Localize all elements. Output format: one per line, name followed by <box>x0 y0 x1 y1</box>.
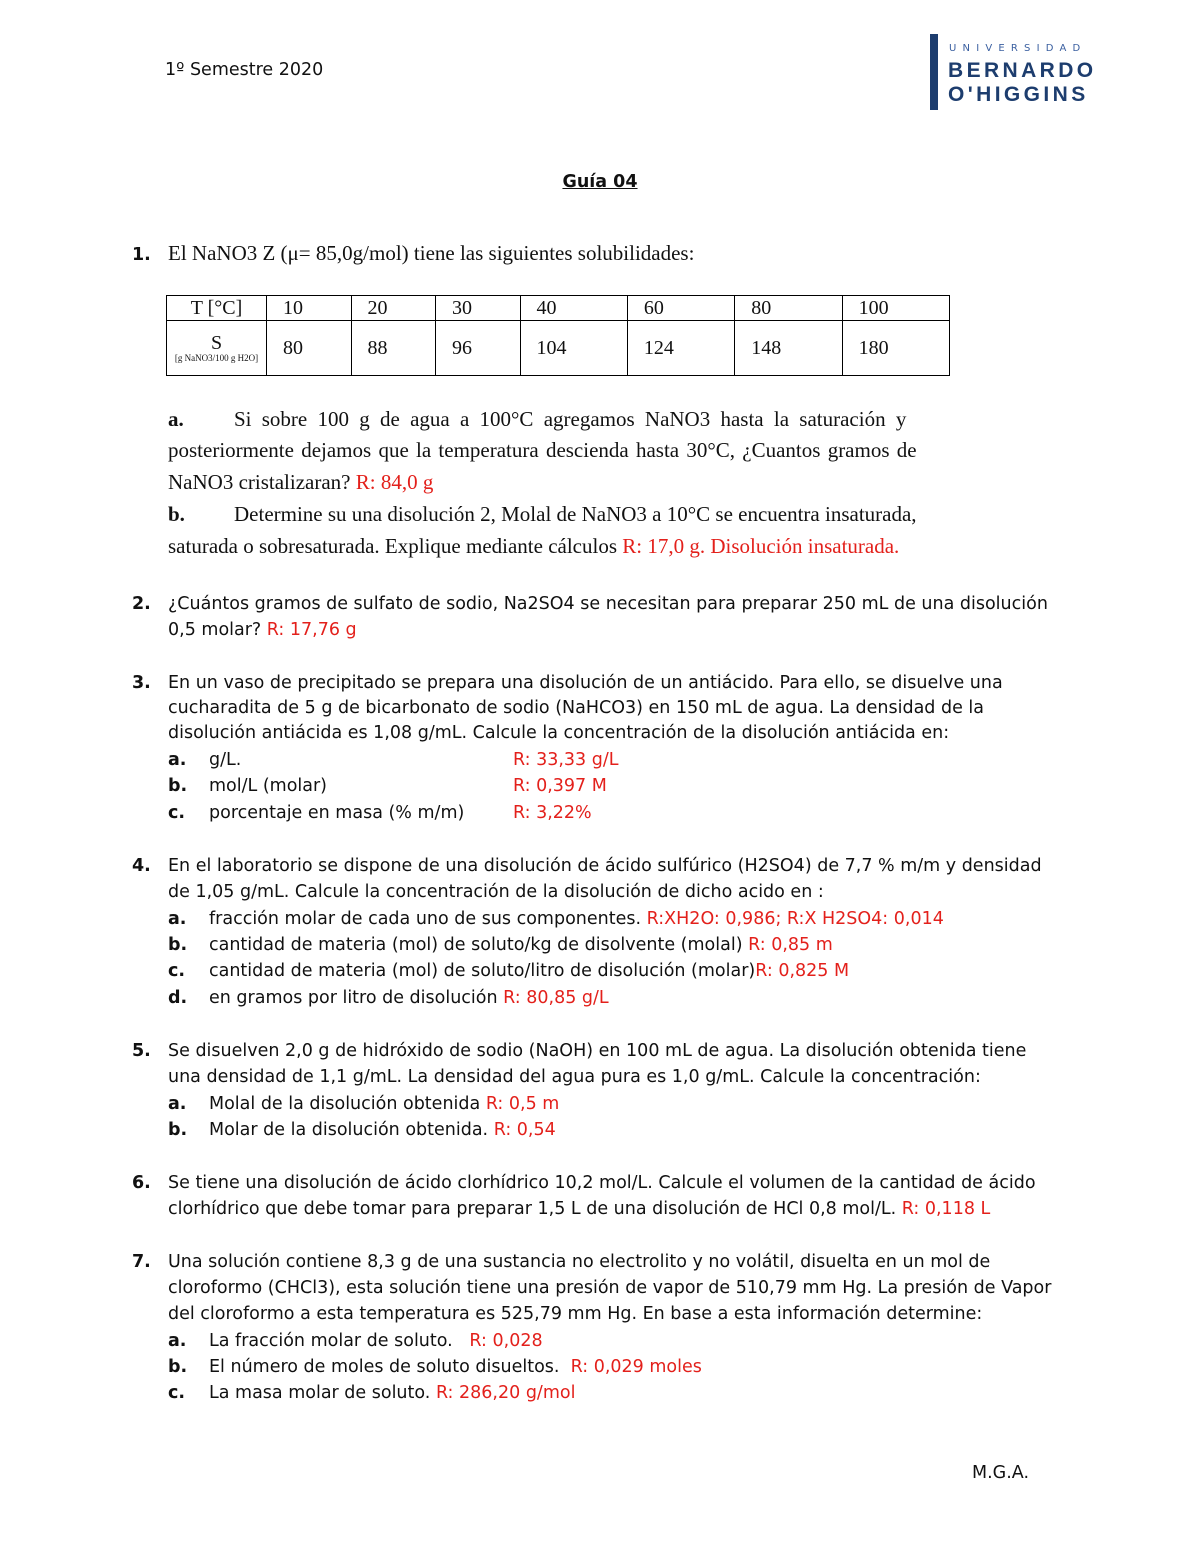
q6-text: clorhídrico que debe tomar para preparar 1,5 L de una disolución de HCl 0,8 mol/L. <box>168 1199 897 1219</box>
sub-label: b. <box>168 935 188 955</box>
sub-text: La fracción molar de soluto. <box>209 1331 453 1351</box>
question-text: Se disuelven 2,0 g de hidróxido de sodio (NaOH) en 100 mL de agua. La disolución obtenida tiene <box>168 1041 1027 1061</box>
answer: R: 0,028 <box>469 1331 543 1351</box>
question-number: 5. <box>132 1041 151 1061</box>
sub-text: cantidad de materia (mol) de soluto/litro de disolución (molar) <box>209 961 756 981</box>
sub-item <box>209 1331 543 1351</box>
answer: R: 0,397 M <box>513 776 607 796</box>
answer: R: 17,0 g. Disolución insaturada. <box>622 534 900 558</box>
question-number: 2. <box>132 594 151 614</box>
q1b-text: saturada o sobresaturada. Explique mediante cálculos <box>168 534 617 558</box>
sub-item <box>209 909 944 929</box>
semester-label: 1º Semestre 2020 <box>165 60 324 80</box>
logo-line1: UNIVERSIDAD <box>949 43 1087 54</box>
logo-line3: O'HIGGINS <box>948 83 1089 106</box>
sub-text: cantidad de materia (mol) de soluto/kg de disolvente (molal) <box>209 935 743 955</box>
table-cell: 96 <box>436 321 521 376</box>
sub-label: a. <box>168 750 187 770</box>
logo-line2: BERNARDO <box>948 59 1097 82</box>
question-text: En un vaso de precipitado se prepara una disolución de un antiácido. Para ello, se disuelve una <box>168 673 1003 693</box>
table-cell: 88 <box>351 321 436 376</box>
sub-text: El número de moles de soluto disueltos. <box>209 1357 560 1377</box>
sub-text: g/L. <box>209 750 242 770</box>
table-cell: 40 <box>520 296 627 321</box>
table-cell: 80 <box>735 296 842 321</box>
question-text <box>168 620 1034 640</box>
sub-label: c. <box>168 961 186 981</box>
answer: R: 0,029 moles <box>570 1357 702 1377</box>
question-number: 3. <box>132 673 151 693</box>
sub-text: porcentaje en masa (% m/m) <box>209 803 465 823</box>
table-row <box>167 296 950 321</box>
sub-text: fracción molar de cada uno de sus componentes. <box>209 909 642 929</box>
table-cell: 30 <box>436 296 521 321</box>
sub-label: b. <box>168 776 188 796</box>
q1a-line3 <box>168 470 1034 495</box>
sub-item <box>209 1120 556 1140</box>
table-header-solubility <box>167 321 267 376</box>
question-number: 6. <box>132 1173 151 1193</box>
sub-item <box>209 988 609 1008</box>
page-title: Guía 04 <box>562 172 638 192</box>
logo-bar <box>930 34 938 110</box>
question-number: 7. <box>132 1252 151 1272</box>
sub-label: b. <box>168 502 185 526</box>
question-text: Se tiene una disolución de ácido clorhídrico 10,2 mol/L. Calcule el volumen de la cantidad de ácido <box>168 1173 1036 1193</box>
sub-text: mol/L (molar) <box>209 776 328 796</box>
question-text: del cloroformo a esta temperatura es 525,79 mm Hg. En base a esta información determine: <box>168 1304 983 1324</box>
sub-item <box>209 935 833 955</box>
question-text <box>168 1199 1034 1219</box>
sub-item <box>209 1383 575 1403</box>
sub-label: a. <box>168 1094 187 1114</box>
sub-label: a. <box>168 1331 187 1351</box>
question-text: cucharadita de 5 g de bicarbonato de sodio (NaHCO3) en 150 mL de agua. La densidad de la <box>168 698 984 718</box>
answer: R: 286,20 g/mol <box>435 1383 576 1403</box>
table-row <box>167 321 950 376</box>
sub-text: Molar de la disolución obtenida. <box>209 1120 489 1140</box>
solubility-symbol: S <box>210 332 223 354</box>
q1a-line1: Si sobre 100 g de agua a 100°C agregamos NaNO3 hasta la saturación y <box>234 407 907 431</box>
table-cell: 10 <box>267 296 352 321</box>
solubility-table <box>166 295 950 376</box>
table-cell: 148 <box>735 321 842 376</box>
answer: R: 17,76 g <box>266 620 357 640</box>
answer: R: 0,5 m <box>485 1094 560 1114</box>
sub-label: b. <box>168 1357 188 1377</box>
question-text: de 1,05 g/mL. Calcule la concentración de la disolución de dicho acido en : <box>168 882 824 902</box>
table-cell: 60 <box>627 296 734 321</box>
sub-label: c. <box>168 1383 186 1403</box>
answer: R: 3,22% <box>513 803 592 823</box>
answer: R:XH2O: 0,986; R:X H2SO4: 0,014 <box>646 909 944 929</box>
question-text: una densidad de 1,1 g/mL. La densidad del agua pura es 1,0 g/mL. Calcule la concentración: <box>168 1067 981 1087</box>
solubility-unit: [g NaNO3/100 g H2O] <box>174 353 259 363</box>
table-cell: 80 <box>267 321 352 376</box>
sub-label: c. <box>168 803 186 823</box>
table-cell: 180 <box>842 321 949 376</box>
question-text: disolución antiácida es 1,08 g/mL. Calcule la concentración de la disolución antiácida en: <box>168 723 950 743</box>
sub-text: La masa molar de soluto. <box>209 1383 431 1403</box>
q1b-line1: Determine su una disolución 2, Molal de NaNO3 a 10°C se encuentra insaturada, <box>234 502 917 526</box>
question-text: El NaNO3 Z (μ= 85,0g/mol) tiene las siguientes solubilidades: <box>168 241 695 265</box>
answer: R: 84,0 g <box>355 470 434 494</box>
table-cell: 104 <box>520 321 627 376</box>
sub-text: Molal de la disolución obtenida <box>209 1094 481 1114</box>
question-number: 1. <box>132 245 151 265</box>
sub-label: a. <box>168 909 187 929</box>
table-header-temp: T [°C] <box>167 296 267 321</box>
sub-label: a. <box>168 407 184 431</box>
sub-item <box>209 961 849 981</box>
answer: R: 0,85 m <box>748 935 833 955</box>
question-text: ¿Cuántos gramos de sulfato de sodio, Na2SO4 se necesitan para preparar 250 mL de una disolución <box>168 594 1048 614</box>
sub-label: b. <box>168 1120 188 1140</box>
table-cell: 20 <box>351 296 436 321</box>
footer-initials: M.G.A. <box>972 1463 1030 1483</box>
table-cell: 124 <box>627 321 734 376</box>
question-number: 4. <box>132 856 151 876</box>
answer: R: 0,54 <box>493 1120 556 1140</box>
answer: R: 80,85 g/L <box>503 988 609 1008</box>
answer: R: 33,33 g/L <box>513 750 619 770</box>
q1b-line2 <box>168 534 1034 559</box>
q1a-text: NaNO3 cristalizaran? <box>168 470 351 494</box>
sub-item <box>209 1357 702 1377</box>
answer: R: 0,825 M <box>755 961 850 981</box>
university-logo <box>930 32 1100 112</box>
q2-text: 0,5 molar? <box>168 620 262 640</box>
answer: R: 0,118 L <box>901 1199 991 1219</box>
q1a-line2: posteriormente dejamos que la temperatura descienda hasta 30°C, ¿Cuantos gramos de <box>168 438 917 462</box>
question-text: cloroformo (CHCl3), esta solución tiene una presión de vapor de 510,79 mm Hg. La presión de Vapor <box>168 1278 1052 1298</box>
table-cell: 100 <box>842 296 949 321</box>
sub-label: d. <box>168 988 188 1008</box>
sub-item <box>209 1094 559 1114</box>
question-text: En el laboratorio se dispone de una disolución de ácido sulfúrico (H2SO4) de 7,7 % m/m y densidad <box>168 856 1042 876</box>
sub-text: en gramos por litro de disolución <box>209 988 498 1008</box>
question-text: Una solución contiene 8,3 g de una sustancia no electrolito y no volátil, disuelta en un mol de <box>168 1252 991 1272</box>
